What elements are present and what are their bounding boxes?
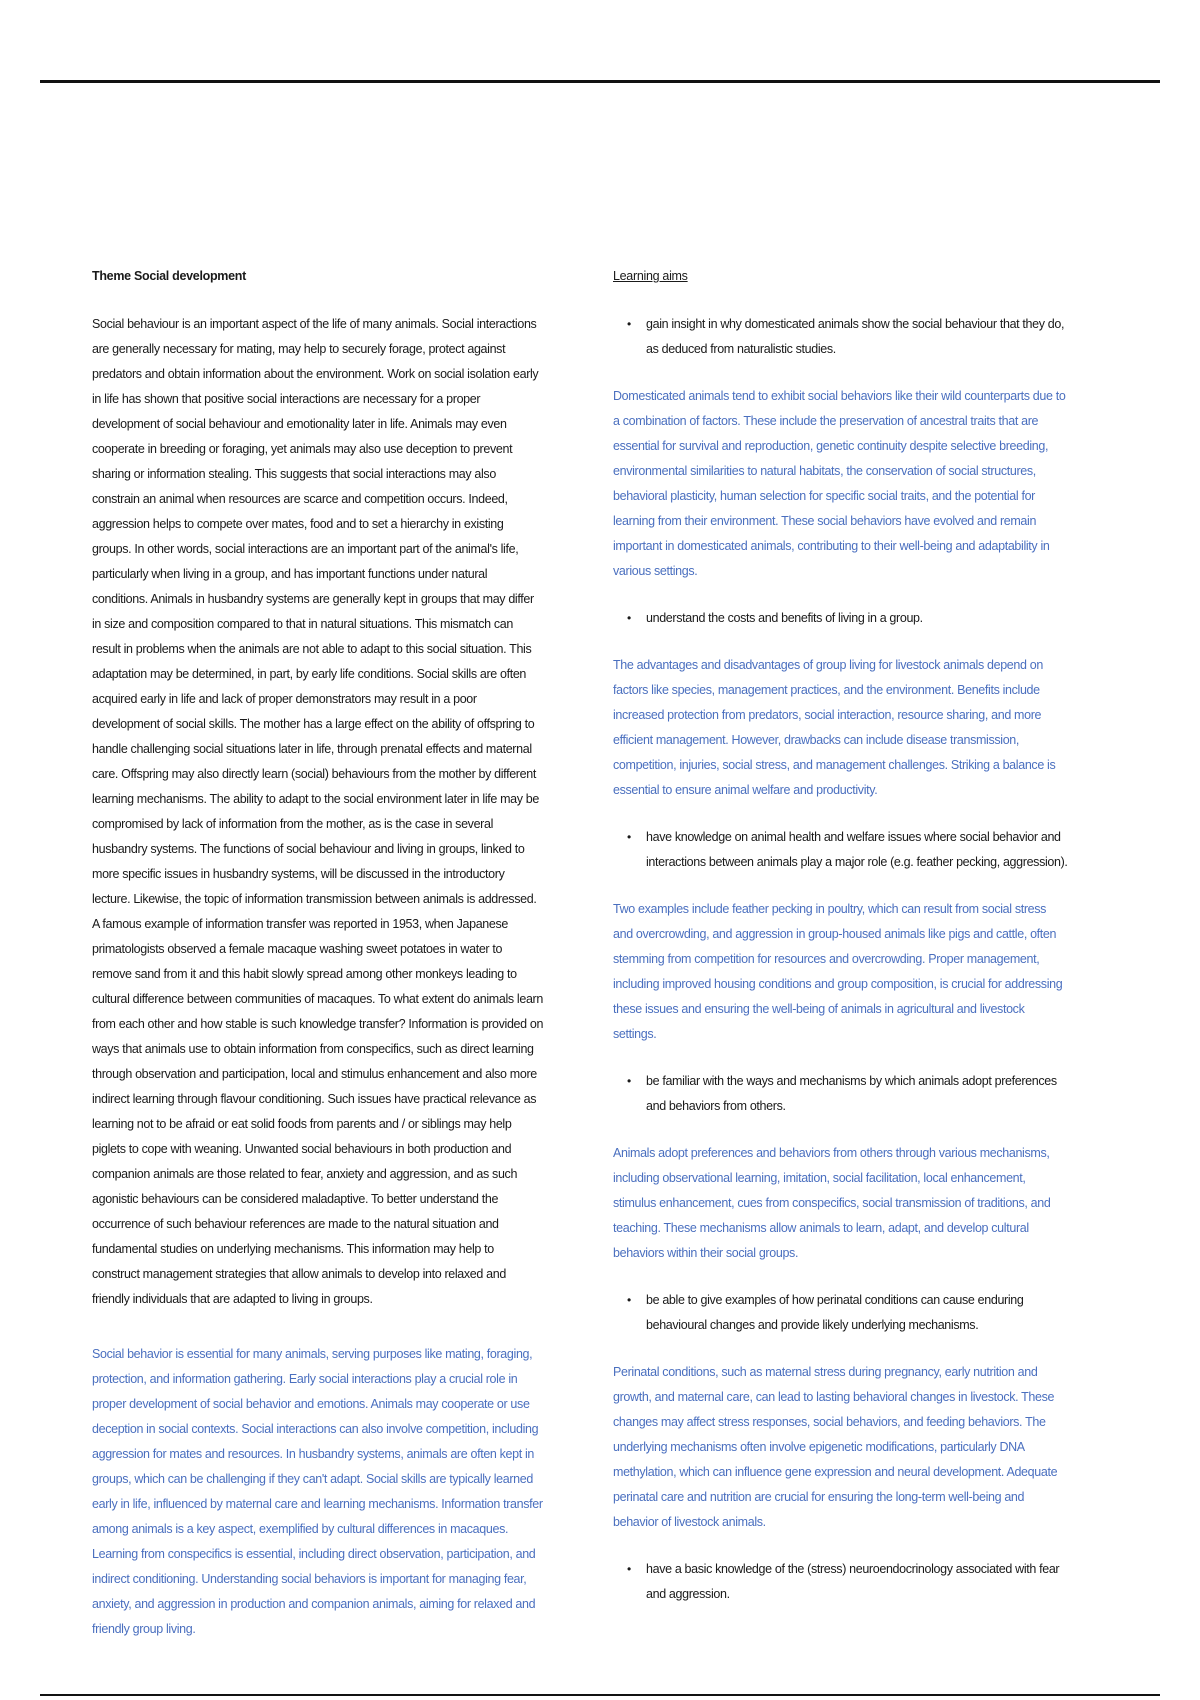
learning-aims-heading: Learning aims (613, 269, 688, 283)
learning-aim-text: be familiar with the ways and mechanisms by which animals adopt preferences and behaviors from others. (646, 1074, 1057, 1114)
learning-aim-item (613, 312, 1068, 362)
learning-aim-item (613, 1288, 1068, 1338)
bullet-icon: • (627, 317, 631, 332)
bullet-icon: • (627, 830, 631, 845)
theme-body-paragraph: Social behaviour is an important aspect of the life of many animals. Social interactions are generally necessary for mating, may help to securely forage, protect against predators and obtain information about the environment. Work on social isolation early in life has shown that positive social interactions are necessary for a proper development of social behaviour and emotionality later in life. Animals may even cooperate in breeding or foraging, yet animals may also use deception to prevent sharing or information stealing. This suggests that social interactions may also constrain an animal when resources are scarce and competition occurs. Indeed, aggression helps to compete over mates, food and to set a hierarchy in existing groups. In other words, social interactions are an important part of the animal's life, particularly when living in a group, and has important functions under natural conditions. Animals in husbandry systems are generally kept in groups that may differ in size and composition compared to that in natural situations. This mismatch can result in problems when the animals are not able to adapt to this social situation. This adaptation may be determined, in part, by early life conditions. Social skills are often acquired early in life and lack of proper demonstrators may result in a poor development of social skills. The mother has a large effect on the ability of offspring to handle challenging social situations later in life, through prenatal effects and maternal care. Offspring may also directly learn (social) behaviours from the mother by different learning mechanisms. The ability to adapt to the social environment later in life may be compromised by lack of information from the mother, as is the case in several husbandry systems. The functions of social behaviour and living in groups, linked to more specific issues in husbandry systems, will be discussed in the introductory lecture. Likewise, the topic of information transmission between animals is addressed. A famous example of information transfer was reported in 1953, when Japanese primatologists observed a female macaque washing sweet potatoes in water to remove sand from it and this habit slowly spread among other monkeys leading to cultural difference between communities of macaques. To what extent do animals learn from each other and how stable is such knowledge transfer? Information is provided on ways that animals use to obtain information from conspecifics, such as direct learning through observation and participation, local and stimulus enhancement and also more indirect learning through flavour conditioning. Such issues have practical relevance as learning not to be afraid or eat solid foods from parents and / or siblings may help piglets to cope with weaning. Unwanted social behaviours in both production and companion animals are those related to fear, anxiety and aggression, and as such agonistic behaviours can be considered maladaptive. To better understand the occurrence of such behaviour references are made to the natural situation and fundamental studies on underlying mechanisms. This information may help to construct management strategies that allow animals to develop into relaxed and friendly individuals that are adapted to living in groups. (92, 317, 544, 1307)
learning-aim-answer: Perinatal conditions, such as maternal stress during pregnancy, early nutrition and growth, and maternal care, can lead to lasting behavioral changes in livestock. These changes may affect stress responses, social behaviors, and feeding behaviors. The underlying mechanisms often involve epigenetic modifications, particularly DNA methylation, which can influence gene expression and neural development. Adequate perinatal care and nutrition are crucial for ensuring the long-term well-being and behavior of livestock animals. (613, 1365, 1058, 1530)
top-rule (40, 80, 1160, 83)
learning-aims-column (613, 268, 1068, 1629)
learning-aim-answer: Domesticated animals tend to exhibit social behaviors like their wild counterparts due to a combination of factors. These include the preservation of ancestral traits that are essential for survival and reproduction, genetic continuity despite selective breeding, environmental similarities to natural habitats, the conservation of social structures, behavioral plasticity, human selection for specific social traits, and the potential for learning from their environment. These social behaviors have evolved and remain important in domesticated animals, contributing to their well-being and adaptability in various settings. (613, 389, 1066, 579)
bullet-icon: • (627, 1074, 631, 1089)
learning-aim-text: gain insight in why domesticated animals show the social behaviour that they do, as deduced from naturalistic studies. (646, 317, 1065, 357)
learning-aim-text: have knowledge on animal health and welfare issues where social behavior and interactions between animals play a major role (e.g. feather pecking, aggression). (646, 830, 1068, 870)
learning-aim-item (613, 606, 1068, 631)
theme-column (92, 268, 544, 1642)
bullet-icon: • (627, 611, 631, 626)
learning-aim-answer: The advantages and disadvantages of group living for livestock animals depend on factors like species, management practices, and the environment. Benefits include increased protection from predators, social interaction, resource sharing, and more efficient management. However, drawbacks can include disease transmission, competition, injuries, social stress, and management challenges. Striking a balance is essential to ensure animal welfare and productivity. (613, 658, 1056, 798)
learning-aim-answer: Two examples include feather pecking in poultry, which can result from social stress and overcrowding, and aggression in group-housed animals like pigs and cattle, often stemming from competition for resources and overcrowding. Proper management, including improved housing conditions and group composition, is crucial for addressing these issues and ensuring the well-being of animals in agricultural and livestock settings. (613, 902, 1063, 1042)
theme-heading: Theme Social development (92, 269, 246, 283)
learning-aim-text: have a basic knowledge of the (stress) neuroendocrinology associated with fear and aggression. (646, 1562, 1060, 1602)
learning-aim-item (613, 1069, 1068, 1119)
learning-aim-answer: Animals adopt preferences and behaviors from others through various mechanisms, including observational learning, imitation, social facilitation, local enhancement, stimulus enhancement, cues from conspecifics, social transmission of traditions, and teaching. These mechanisms allow animals to learn, adapt, and develop cultural behaviors within their social groups. (613, 1146, 1051, 1261)
bottom-rule (40, 1694, 1160, 1696)
learning-aim-item (613, 1557, 1068, 1607)
theme-summary-paragraph: Social behavior is essential for many animals, serving purposes like mating, foraging, protection, and information gathering. Early social interactions play a crucial role in proper development of social behavior and emotions. Animals may cooperate or use deception in social contexts. Social interactions can also involve competition, including aggression for mates and resources. In husbandry systems, animals are often kept in groups, which can be challenging if they can't adapt. Social skills are typically learned early in life, influenced by maternal care and learning mechanisms. Information transfer among animals is a key aspect, exemplified by cultural differences in macaques. Learning from conspecifics is essential, including direct observation, participation, and indirect conditioning. Understanding social behaviors is important for managing fear, anxiety, and aggression in production and companion animals, aiming for relaxed and friendly group living. (92, 1347, 543, 1637)
learning-aim-text: understand the costs and benefits of living in a group. (646, 611, 923, 626)
learning-aim-item (613, 825, 1068, 875)
bullet-icon: • (627, 1562, 631, 1577)
learning-aim-text: be able to give examples of how perinatal conditions can cause enduring behavioural changes and provide likely underlying mechanisms. (646, 1293, 1024, 1333)
bullet-icon: • (627, 1293, 631, 1308)
